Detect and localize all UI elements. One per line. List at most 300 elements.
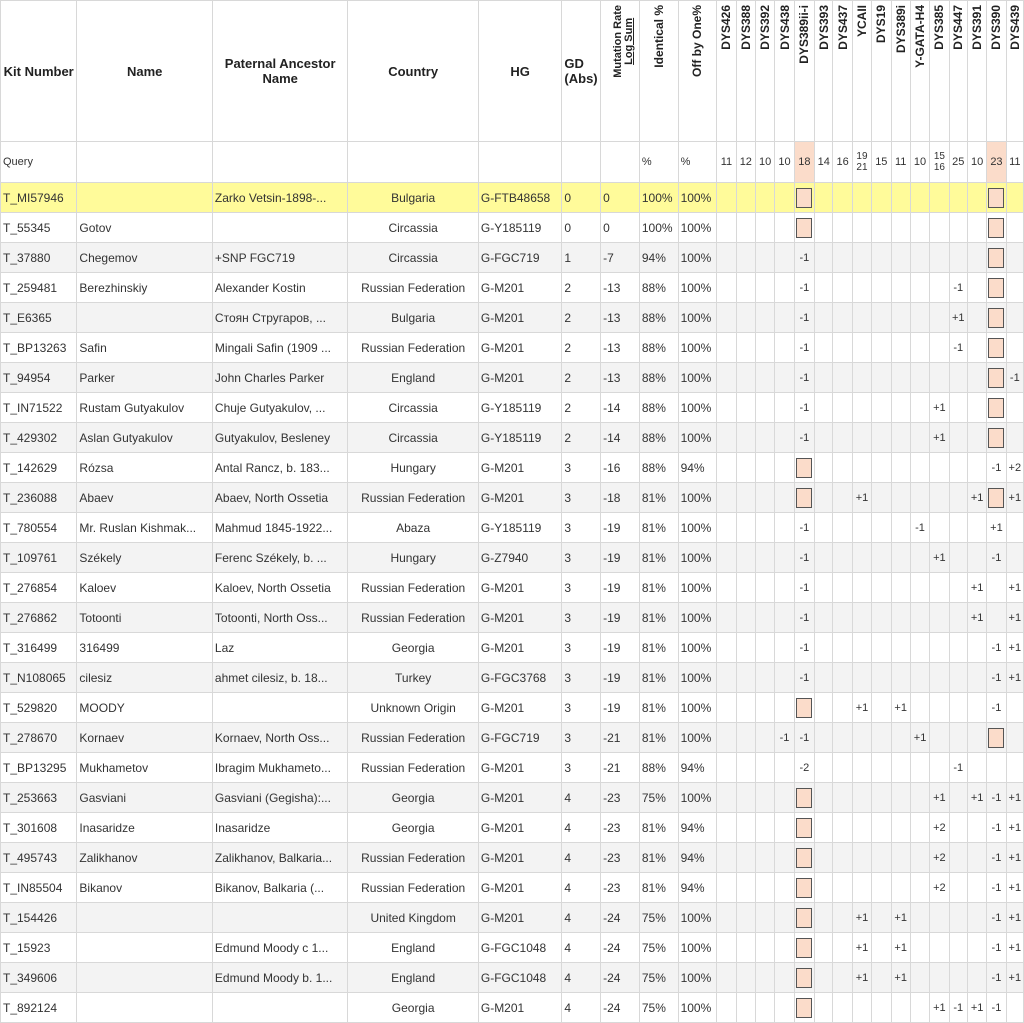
marker-diff-cell xyxy=(987,213,1006,243)
marker-label: DYS392 xyxy=(758,5,773,50)
marker-diff-cell: +1 xyxy=(1006,843,1023,873)
marker-diff-cell xyxy=(872,543,891,573)
table-row[interactable] xyxy=(1,213,1024,243)
marker-diff-cell xyxy=(891,543,910,573)
kit-number-cell[interactable]: T_109761 xyxy=(1,543,77,573)
marker-diff-cell xyxy=(775,423,794,453)
query-marker-value: 10 xyxy=(756,142,775,183)
haplogroup-cell: G-FGC1048 xyxy=(478,933,562,963)
col-identical[interactable] xyxy=(639,1,678,142)
country-cell: Russian Federation xyxy=(348,573,478,603)
marker-diff-cell xyxy=(815,633,833,663)
marker-diff-cell xyxy=(891,333,910,363)
log-sum-cell: -24 xyxy=(601,903,640,933)
name-cell: Kornaev xyxy=(77,723,213,753)
table-row[interactable] xyxy=(1,363,1024,393)
col-marker-dys389i[interactable] xyxy=(891,1,910,142)
off-by-one-cell: 100% xyxy=(678,963,717,993)
marker-diff-cell xyxy=(967,393,986,423)
marker-label: DYS447 xyxy=(951,5,966,50)
col-hg[interactable]: HG xyxy=(478,1,562,142)
marker-diff-cell: -1 xyxy=(794,333,814,363)
mutation-marker-icon xyxy=(988,308,1004,328)
marker-diff-cell xyxy=(775,543,794,573)
table-row[interactable] xyxy=(1,273,1024,303)
marker-diff-cell xyxy=(717,453,736,483)
marker-diff-cell xyxy=(815,993,833,1023)
col-marker-y-gata-h4[interactable] xyxy=(910,1,929,142)
log-sum-cell: -19 xyxy=(601,663,640,693)
name-cell: Safin xyxy=(77,333,213,363)
haplogroup-cell: G-Y185119 xyxy=(478,393,562,423)
name-cell: 316499 xyxy=(77,633,213,663)
col-marker-dys389ii-i[interactable] xyxy=(794,1,814,142)
name-cell: Aslan Gutyakulov xyxy=(77,423,213,453)
kit-number-cell[interactable]: T_236088 xyxy=(1,483,77,513)
marker-diff-cell: -1 xyxy=(794,513,814,543)
marker-diff-cell xyxy=(775,933,794,963)
table-row[interactable] xyxy=(1,633,1024,663)
kit-number-cell[interactable]: T_278670 xyxy=(1,723,77,753)
mutation-marker-icon xyxy=(796,788,812,808)
query-marker-value: 18 xyxy=(794,142,814,183)
marker-diff-cell xyxy=(949,243,967,273)
identical-cell: 81% xyxy=(639,693,678,723)
marker-diff-cell xyxy=(987,273,1006,303)
marker-diff-cell xyxy=(967,273,986,303)
kit-number-cell[interactable]: T_154426 xyxy=(1,903,77,933)
marker-diff-cell: +1 xyxy=(967,573,986,603)
table-row[interactable] xyxy=(1,723,1024,753)
marker-diff-cell xyxy=(872,783,891,813)
identical-cell: 81% xyxy=(639,663,678,693)
marker-diff-cell xyxy=(852,183,871,213)
marker-diff-cell xyxy=(756,633,775,663)
marker-diff-cell xyxy=(987,573,1006,603)
table-row[interactable] xyxy=(1,573,1024,603)
marker-diff-cell xyxy=(756,813,775,843)
log-sum-cell: -19 xyxy=(601,543,640,573)
marker-diff-cell xyxy=(949,213,967,243)
marker-diff-cell: +1 xyxy=(967,783,986,813)
mutation-marker-icon xyxy=(988,248,1004,268)
marker-diff-cell xyxy=(756,423,775,453)
haplogroup-cell: G-M201 xyxy=(478,633,562,663)
name-cell: Totoonti xyxy=(77,603,213,633)
marker-label: DYS388 xyxy=(738,5,753,50)
table-row[interactable] xyxy=(1,783,1024,813)
table-row[interactable] xyxy=(1,693,1024,723)
table-row[interactable] xyxy=(1,423,1024,453)
table-row[interactable] xyxy=(1,963,1024,993)
marker-diff-cell xyxy=(872,843,891,873)
table-row[interactable] xyxy=(1,753,1024,783)
marker-diff-cell xyxy=(775,993,794,1023)
table-row[interactable] xyxy=(1,333,1024,363)
kit-number-cell[interactable]: T_349606 xyxy=(1,963,77,993)
gd-cell: 2 xyxy=(562,423,601,453)
query-marker-value: 11 xyxy=(1006,142,1023,183)
off-by-one-cell: 100% xyxy=(678,363,717,393)
col-kit-number[interactable]: Kit Number xyxy=(1,1,77,142)
marker-diff-cell: -1 xyxy=(987,993,1006,1023)
col-marker-dys393[interactable] xyxy=(815,1,833,142)
kit-number-cell[interactable]: T_276854 xyxy=(1,573,77,603)
identical-cell: 88% xyxy=(639,303,678,333)
gd-cell: 4 xyxy=(562,933,601,963)
name-cell xyxy=(77,903,213,933)
kit-number-cell[interactable]: T_55345 xyxy=(1,213,77,243)
log-sum-cell: -21 xyxy=(601,753,640,783)
table-row[interactable] xyxy=(1,873,1024,903)
kit-number-cell[interactable]: T_BP13295 xyxy=(1,753,77,783)
marker-label: DYS439 xyxy=(1007,5,1022,50)
log-sum-label: Log Sum xyxy=(622,17,635,65)
kit-number-cell[interactable]: T_N108065 xyxy=(1,663,77,693)
marker-diff-cell xyxy=(815,843,833,873)
country-cell: Circassia xyxy=(348,393,478,423)
marker-diff-cell xyxy=(775,963,794,993)
marker-diff-cell xyxy=(736,873,755,903)
log-sum-cell: -13 xyxy=(601,333,640,363)
identical-cell: 81% xyxy=(639,603,678,633)
marker-diff-cell xyxy=(833,573,852,603)
marker-diff-cell xyxy=(717,303,736,333)
marker-diff-cell xyxy=(910,573,929,603)
mutation-marker-icon xyxy=(988,278,1004,298)
col-marker-dys385[interactable] xyxy=(930,1,949,142)
marker-diff-cell xyxy=(967,423,986,453)
table-row[interactable] xyxy=(1,843,1024,873)
marker-diff-cell xyxy=(775,393,794,423)
col-mutation-rate[interactable] xyxy=(601,1,640,142)
country-cell: Circassia xyxy=(348,213,478,243)
name-cell: Mukhametov xyxy=(77,753,213,783)
name-cell: Rózsa xyxy=(77,453,213,483)
kit-number-cell[interactable]: T_IN71522 xyxy=(1,393,77,423)
marker-diff-cell: +1 xyxy=(1006,633,1023,663)
marker-diff-cell xyxy=(872,243,891,273)
marker-diff-cell: -1 xyxy=(987,693,1006,723)
marker-diff-cell xyxy=(833,723,852,753)
table-row[interactable] xyxy=(1,543,1024,573)
marker-diff-cell: -1 xyxy=(987,783,1006,813)
marker-diff-cell xyxy=(910,783,929,813)
identical-cell: 75% xyxy=(639,903,678,933)
marker-diff-cell xyxy=(833,633,852,663)
ancestor-cell: Antal Rancz, b. 183... xyxy=(212,453,348,483)
kit-number-cell[interactable]: T_892124 xyxy=(1,993,77,1023)
off-by-one-cell: 100% xyxy=(678,513,717,543)
marker-diff-cell xyxy=(833,933,852,963)
marker-diff-cell xyxy=(736,483,755,513)
log-sum-cell: 0 xyxy=(601,183,640,213)
mutation-marker-icon xyxy=(796,968,812,988)
table-row[interactable] xyxy=(1,993,1024,1023)
ancestor-cell xyxy=(212,993,348,1023)
marker-diff-cell xyxy=(1006,183,1023,213)
marker-diff-cell xyxy=(1006,513,1023,543)
off-by-one-cell: 100% xyxy=(678,393,717,423)
col-marker-dys437[interactable] xyxy=(833,1,852,142)
query-empty xyxy=(348,142,478,183)
log-sum-cell: -19 xyxy=(601,573,640,603)
identical-cell: 88% xyxy=(639,363,678,393)
name-cell: Berezhinskiy xyxy=(77,273,213,303)
marker-diff-cell xyxy=(794,453,814,483)
marker-diff-cell xyxy=(794,483,814,513)
col-paternal-ancestor[interactable]: Paternal Ancestor Name xyxy=(212,1,348,142)
marker-diff-cell xyxy=(833,393,852,423)
query-marker-value: 25 xyxy=(949,142,967,183)
haplogroup-cell: G-M201 xyxy=(478,753,562,783)
ancestor-cell xyxy=(212,903,348,933)
table-row[interactable] xyxy=(1,603,1024,633)
marker-diff-cell xyxy=(967,903,986,933)
marker-diff-cell xyxy=(1006,213,1023,243)
table-row[interactable] xyxy=(1,393,1024,423)
marker-diff-cell xyxy=(717,723,736,753)
name-cell: Zalikhanov xyxy=(77,843,213,873)
country-cell: Hungary xyxy=(348,543,478,573)
name-cell: cilesiz xyxy=(77,663,213,693)
off-by-one-cell: 94% xyxy=(678,753,717,783)
table-row[interactable] xyxy=(1,933,1024,963)
marker-diff-cell xyxy=(775,813,794,843)
col-marker-dys390[interactable] xyxy=(987,1,1006,142)
haplogroup-cell: G-FGC3768 xyxy=(478,663,562,693)
col-marker-dys388[interactable] xyxy=(736,1,755,142)
kit-number-cell[interactable]: T_259481 xyxy=(1,273,77,303)
col-marker-ycaii[interactable] xyxy=(852,1,871,142)
off-by-one-cell: 94% xyxy=(678,813,717,843)
haplogroup-cell: G-M201 xyxy=(478,843,562,873)
kit-number-cell[interactable]: T_780554 xyxy=(1,513,77,543)
off-by-one-cell: 100% xyxy=(678,243,717,273)
marker-diff-cell xyxy=(775,663,794,693)
marker-diff-cell xyxy=(967,723,986,753)
mutation-marker-icon xyxy=(988,488,1004,508)
gd-cell: 3 xyxy=(562,753,601,783)
country-cell: Circassia xyxy=(348,423,478,453)
query-marker-value: 16 xyxy=(833,142,852,183)
table-row[interactable] xyxy=(1,813,1024,843)
gd-cell: 0 xyxy=(562,183,601,213)
gd-cell: 3 xyxy=(562,663,601,693)
country-cell: Abaza xyxy=(348,513,478,543)
country-cell: United Kingdom xyxy=(348,903,478,933)
marker-diff-cell: +1 xyxy=(852,483,871,513)
kit-number-cell[interactable]: T_429302 xyxy=(1,423,77,453)
marker-label: DYS438 xyxy=(777,5,792,50)
kit-number-cell[interactable]: T_253663 xyxy=(1,783,77,813)
query-empty xyxy=(212,142,348,183)
marker-diff-cell xyxy=(967,933,986,963)
col-marker-dys392[interactable] xyxy=(756,1,775,142)
identical-cell: 81% xyxy=(639,843,678,873)
col-name[interactable]: Name xyxy=(77,1,213,142)
identical-cell: 88% xyxy=(639,333,678,363)
col-country[interactable]: Country xyxy=(348,1,478,142)
log-sum-cell: -23 xyxy=(601,813,640,843)
marker-diff-cell xyxy=(815,783,833,813)
col-gd[interactable]: GD (Abs) xyxy=(562,1,601,142)
col-marker-dys439[interactable] xyxy=(1006,1,1023,142)
marker-diff-cell xyxy=(833,513,852,543)
mutation-marker-icon xyxy=(796,458,812,478)
marker-diff-cell xyxy=(775,213,794,243)
marker-diff-cell: +1 xyxy=(1006,873,1023,903)
marker-diff-cell xyxy=(815,273,833,303)
marker-diff-cell: +1 xyxy=(930,993,949,1023)
marker-diff-cell xyxy=(794,213,814,243)
marker-diff-cell xyxy=(775,453,794,483)
kit-number-cell[interactable]: T_142629 xyxy=(1,453,77,483)
table-row[interactable] xyxy=(1,903,1024,933)
marker-diff-cell: -1 xyxy=(1006,363,1023,393)
marker-label: DYS19 xyxy=(874,5,889,44)
marker-diff-cell xyxy=(910,453,929,483)
table-row[interactable] xyxy=(1,663,1024,693)
query-row xyxy=(1,142,1024,183)
marker-diff-cell xyxy=(949,963,967,993)
marker-diff-cell xyxy=(794,843,814,873)
marker-diff-cell xyxy=(833,213,852,243)
marker-diff-cell xyxy=(833,483,852,513)
marker-diff-cell xyxy=(717,183,736,213)
table-row[interactable] xyxy=(1,513,1024,543)
marker-diff-cell xyxy=(717,363,736,393)
marker-diff-cell xyxy=(756,843,775,873)
table-row[interactable] xyxy=(1,243,1024,273)
col-off-by-one[interactable] xyxy=(678,1,717,142)
marker-diff-cell xyxy=(775,693,794,723)
kit-number-cell[interactable]: T_495743 xyxy=(1,843,77,873)
gd-cell: 0 xyxy=(562,213,601,243)
marker-diff-cell xyxy=(930,603,949,633)
marker-diff-cell xyxy=(833,303,852,333)
marker-diff-cell xyxy=(949,783,967,813)
kit-number-cell[interactable]: T_37880 xyxy=(1,243,77,273)
name-cell: Inasaridze xyxy=(77,813,213,843)
ancestor-cell xyxy=(212,213,348,243)
marker-diff-cell xyxy=(930,303,949,333)
haplogroup-cell: G-M201 xyxy=(478,603,562,633)
gd-cell: 3 xyxy=(562,693,601,723)
marker-diff-cell xyxy=(775,183,794,213)
marker-diff-cell xyxy=(967,333,986,363)
kit-number-cell[interactable]: T_MI57946 xyxy=(1,183,77,213)
marker-diff-cell xyxy=(833,243,852,273)
haplogroup-cell: G-FGC1048 xyxy=(478,963,562,993)
marker-diff-cell xyxy=(775,783,794,813)
marker-diff-cell xyxy=(775,363,794,393)
marker-diff-cell xyxy=(967,453,986,483)
marker-diff-cell xyxy=(872,663,891,693)
marker-diff-cell xyxy=(891,423,910,453)
kit-number-cell[interactable]: T_529820 xyxy=(1,693,77,723)
identical-cell: 88% xyxy=(639,393,678,423)
col-marker-dys447[interactable] xyxy=(949,1,967,142)
gd-cell: 2 xyxy=(562,273,601,303)
marker-diff-cell xyxy=(775,603,794,633)
haplogroup-cell: G-Z7940 xyxy=(478,543,562,573)
gd-cell: 4 xyxy=(562,813,601,843)
mutation-marker-icon xyxy=(988,218,1004,238)
gd-cell: 3 xyxy=(562,603,601,633)
identical-cell: 81% xyxy=(639,633,678,663)
name-cell: Székely xyxy=(77,543,213,573)
marker-diff-cell xyxy=(930,333,949,363)
marker-diff-cell xyxy=(833,813,852,843)
marker-diff-cell xyxy=(891,513,910,543)
table-row[interactable] xyxy=(1,453,1024,483)
col-marker-dys19[interactable] xyxy=(872,1,891,142)
query-marker-value: 11 xyxy=(891,142,910,183)
marker-diff-cell xyxy=(852,993,871,1023)
ancestor-cell: Chuje Gutyakulov, ... xyxy=(212,393,348,423)
marker-diff-cell xyxy=(756,303,775,333)
name-cell: Kaloev xyxy=(77,573,213,603)
marker-diff-cell xyxy=(736,243,755,273)
table-row[interactable] xyxy=(1,303,1024,333)
identical-cell: 100% xyxy=(639,213,678,243)
identical-cell: 75% xyxy=(639,993,678,1023)
marker-diff-cell xyxy=(852,243,871,273)
marker-diff-cell: +1 xyxy=(967,483,986,513)
marker-diff-cell xyxy=(930,273,949,303)
off-by-one-cell: 100% xyxy=(678,183,717,213)
off-by-one-cell: 100% xyxy=(678,273,717,303)
identical-cell: 81% xyxy=(639,513,678,543)
kit-number-cell[interactable]: T_IN85504 xyxy=(1,873,77,903)
log-sum-cell: -16 xyxy=(601,453,640,483)
marker-diff-cell: -1 xyxy=(949,273,967,303)
marker-diff-cell xyxy=(756,573,775,603)
marker-diff-cell xyxy=(872,603,891,633)
kit-number-cell[interactable]: T_BP13263 xyxy=(1,333,77,363)
name-cell xyxy=(77,933,213,963)
col-marker-dys426[interactable] xyxy=(717,1,736,142)
kit-number-cell[interactable]: T_E6365 xyxy=(1,303,77,333)
marker-diff-cell xyxy=(815,543,833,573)
kit-number-cell[interactable]: T_276862 xyxy=(1,603,77,633)
country-cell: Russian Federation xyxy=(348,273,478,303)
ancestor-cell: Zarko Vetsin-1898-... xyxy=(212,183,348,213)
marker-diff-cell xyxy=(756,603,775,633)
marker-diff-cell xyxy=(949,903,967,933)
table-row[interactable] xyxy=(1,483,1024,513)
kit-number-cell[interactable]: T_316499 xyxy=(1,633,77,663)
ancestor-cell: Ferenc Székely, b. ... xyxy=(212,543,348,573)
marker-diff-cell xyxy=(910,843,929,873)
marker-diff-cell xyxy=(756,243,775,273)
col-marker-dys438[interactable] xyxy=(775,1,794,142)
kit-number-cell[interactable]: T_94954 xyxy=(1,363,77,393)
marker-diff-cell xyxy=(736,963,755,993)
marker-diff-cell xyxy=(756,663,775,693)
off-by-one-cell: 100% xyxy=(678,213,717,243)
off-by-one-cell: 100% xyxy=(678,543,717,573)
kit-number-cell[interactable]: T_15923 xyxy=(1,933,77,963)
off-by-one-cell: 94% xyxy=(678,453,717,483)
marker-diff-cell: +1 xyxy=(852,693,871,723)
table-row[interactable] xyxy=(1,183,1024,213)
marker-diff-cell xyxy=(910,273,929,303)
col-marker-dys391[interactable] xyxy=(967,1,986,142)
country-cell: England xyxy=(348,963,478,993)
kit-number-cell[interactable]: T_301608 xyxy=(1,813,77,843)
